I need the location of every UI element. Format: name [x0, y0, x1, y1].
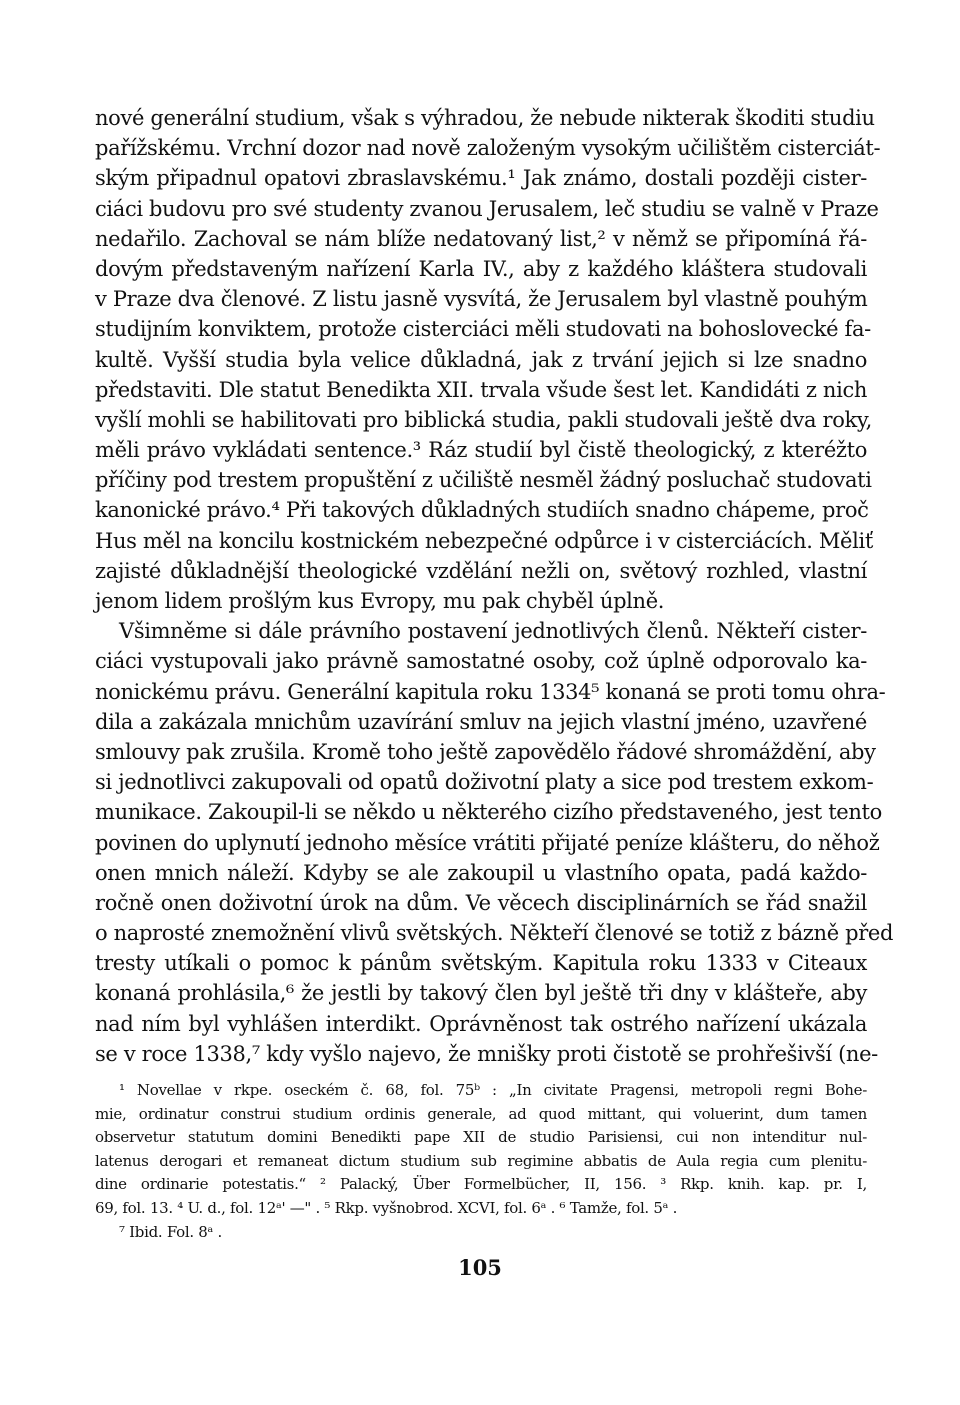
footnote-line: mie, ordinatur construi studium ordinis generale, ad quod mittant, qui voluerint, dum tamen	[95, 1104, 867, 1123]
text-line: představiti. Dle statut Benedikta XII. trvala všude šest let. Kandidáti z nich	[95, 377, 868, 402]
text-line: ským připadnul opatovi zbraslavskému.¹ Jak známo, dostali později cister-	[95, 166, 867, 191]
text-line: konaná prohlásila,⁶ že jestli by takový člen byl ještě tři dny v klášteře, aby	[95, 981, 867, 1006]
footnote-line: observetur statutum domini Benedikti pape XII de studio Parisiensi, cui non intenditur nul-	[95, 1128, 867, 1147]
footnote-line: ¹ Novellae v rkpe. oseckém č. 68, fol. 75ᵇ : „In civitate Pragensi, metropoli regni Bohe-	[119, 1081, 867, 1099]
text-line: tresty utíkali o pomoc k pánům světským. Kapitula roku 1333 v Citeaux	[95, 951, 867, 976]
text-line: nedařilo. Zachoval se nám blíže nedatovaný list,² v němž se připomíná řá-	[95, 226, 867, 251]
text-line: onen mnich náleží. Kdyby se ale zakoupil u vlastního opata, padá každo-	[95, 860, 867, 885]
footnote-line: latenus derogari et remaneat dictum studium sub regimine abbatis de Aula regia cum plenitu-	[95, 1151, 867, 1170]
page-number: 105	[458, 1255, 502, 1280]
text-line: kultě. Vyšší studia byla velice důkladná, jak z trvání jejich si lze snadno	[95, 347, 867, 372]
text-line: dovým představeným nařízení Karla IV., aby z každého kláštera studovali	[95, 256, 867, 281]
text-line: pařížskému. Vrchní dozor nad nově založeným vysokým učilištěm cisterciát-	[95, 136, 881, 161]
text-line: smlouvy pak zrušila. Kromě toho ještě zapovědělo řádové shromáždění, aby	[95, 739, 876, 764]
text-line: povinen do uplynutí jednoho měsíce vrátiti přijaté peníze klášteru, do něhož	[95, 830, 880, 855]
text-line: nonickému právu. Generální kapitula roku 1334⁵ konaná se proti tomu ohra-	[95, 679, 886, 704]
footnote-line: 69, fol. 13. ⁴ U. d., fol. 12ᵃ' —" . ⁵ Rkp. vyšnobrod. XCVI, fol. 6ᵃ . ⁶ Tamže, fol. 5ᵃ .	[95, 1198, 678, 1217]
footnote-line: dine ordinarie potestatis.“ ² Palacký, Über Formelbücher, II, 156. ³ Rkp. knih. kap. pr. I,	[95, 1175, 867, 1194]
footnotes	[95, 1079, 867, 1244]
text-line: si jednotlivci zakupovali od opatů doživotní platy a sice pod trestem exkom-	[95, 770, 874, 795]
text-line: studijním konviktem, protože cisterciáci měli studovati na bohoslovecké fa-	[95, 317, 871, 342]
text-line: v Praze dva členové. Z listu jasně vysvítá, že Jerusalem byl vlastně pouhým	[95, 287, 868, 312]
text-line: ciáci budovu pro své studenty zvanou Jerusalem, leč studiu se valně v Praze	[95, 196, 879, 221]
text-line: munikace. Zakoupil-li se někdo u některého cizího představeného, jest tento	[95, 800, 882, 825]
text-line: kanonické právo.⁴ Při takových důkladných studiích snadno chápeme, proč	[95, 498, 869, 523]
text-line: se v roce 1338,⁷ kdy vyšlo najevo, že mnišky proti čistotě se prohřešivší (ne-	[95, 1041, 878, 1066]
book-page	[95, 103, 894, 1244]
text-line: zajisté důkladnější theologické vzdělání nežli on, světový rozhled, vlastní	[95, 558, 867, 583]
text-line: Hus měl na koncilu kostnickém nebezpečné odpůrce i v cisterciácích. Měliť	[95, 528, 873, 553]
text-line: příčiny pod trestem propuštění z učiliště nesměl žádný posluchač studovati	[95, 468, 872, 493]
text-line: ciáci vystupovali jako právně samostatné osoby, což úplně odporovalo ka-	[95, 649, 867, 674]
paragraph-start-line: Všimněme si dále právního postavení jednotlivých členů. Někteří cister-	[119, 619, 867, 644]
main-text	[95, 103, 894, 1069]
footnote-line: ⁷ Ibid. Fol. 8ᵃ .	[119, 1222, 222, 1241]
text-line: o naprosté znemožnění vlivů světských. Někteří členové se totiž z bázně před	[95, 921, 894, 946]
text-line: nové generální studium, však s výhradou, že nebude nikterak škoditi studiu	[95, 106, 875, 130]
text-line: nad ním byl vyhlášen interdikt. Oprávněnost tak ostrého nařízení ukázala	[95, 1011, 867, 1036]
text-line: ročně onen doživotní úrok na dům. Ve věcech disciplinárních se řád snažil	[95, 890, 867, 915]
text-line: vyšlí mohli se habilitovati pro biblická studia, pakli studovali ještě dva roky,	[95, 407, 872, 432]
paragraph-end-line: jenom lidem prošlým kus Evropy, mu pak chyběl úplně.	[95, 589, 665, 613]
text-line: dila a zakázala mnichům uzavírání smluv na jejich vlastní jméno, uzavřené	[95, 709, 867, 734]
text-line: měli právo vykládati sentence.³ Ráz studií byl čistě theologický, z kteréžto	[95, 438, 867, 463]
